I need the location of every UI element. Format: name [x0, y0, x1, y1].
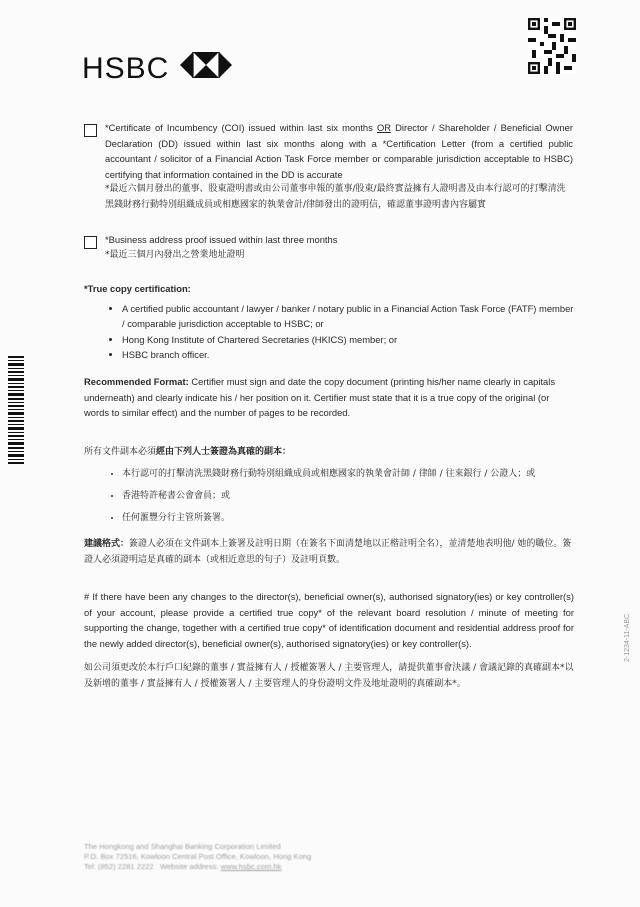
change-notice-section — [84, 589, 574, 651]
zh-recommended-section — [84, 537, 574, 568]
barcode-icon — [8, 356, 24, 464]
hsbc-hexagon-logo-icon — [180, 52, 232, 78]
footer-bank-name: The Hongkong and Shanghai Banking Corporation Limited — [84, 842, 281, 851]
change-notice-en: # If there have been any changes to the director(s), beneficial owner(s), authorised signatory(ies) or key controller(s) of your account, please provide a certified true copy* of the relevant board resolution / minute of meeting for supporting the change, together with a certified true copy* of identification document and residential address proof for the newly added director(s), beneficial owner(s), authorised signatory(ies) or key controller(s). — [84, 591, 574, 649]
zh-recommended-text: 簽證人必須在文件副本上簽署及註明日期（在簽名下面清楚地以正楷註明全名），並清楚地表明他/ 她的職位。簽證人必須證明這是真確的副本（或相近意思的句子）及註明頁數。 — [84, 539, 572, 565]
recommended-format-label: Recommended Format: — [84, 376, 189, 387]
recommended-format-text: Certifier must sign and date the copy document (printing his/her name clearly in capitals underneath) and clearly indicate his / her position on it. Certifier must state that it is a true copy of the original (or words to similar effect) and the number of pages to be recorded. — [84, 376, 556, 418]
list-item: • HSBC branch officer. — [122, 347, 574, 363]
change-notice-zh-section — [84, 661, 574, 692]
zh-certification-section — [84, 445, 574, 529]
list-item: • 本行認可的打擊清洗黑錢財務行動特別組織成員或相應國家的執業會計師 / 律師 / 往來銀行 / 公證人；或 — [122, 463, 574, 485]
qr-code-icon — [528, 18, 576, 74]
incumbency-zh-text: *最近六個月發出的董事、股東證明書或由公司董事申報的董事/股東/最終實益擁有人證明書及由本行認可的打擊清洗黑錢財務行動特別組織成員或相應國家的執業會計/律師發出的證明信，確認董事證明書內容屬實 — [105, 184, 566, 210]
true-copy-heading: *True copy certification: — [84, 283, 191, 294]
checklist-item-address-proof — [105, 232, 573, 263]
change-notice-zh: 如公司須更改於本行戶口紀錄的董事 / 實益擁有人 / 授權簽署人 / 主要管理人，請提供董事會決議 / 會議記錄的真確副本*以及新增的董事 / 實益擁有人 / 授權簽署人 / 主要管理人的身份證明文件及地址證明的真確副本*。 — [84, 663, 574, 689]
footer-contact: Tel: (852) 2281 2222 Website address: www.hsbc.com.hk — [84, 862, 282, 871]
checkbox-certificate-of-incumbency[interactable] — [84, 124, 97, 137]
true-copy-list — [84, 301, 574, 363]
address-proof-en-text: *Business address proof issued within last three months — [105, 234, 338, 245]
hsbc-logo-text: HSBC — [82, 52, 170, 85]
list-item: • 任何滙豐分行主管所簽署。 — [122, 507, 574, 529]
true-copy-section — [84, 281, 574, 363]
list-item: • Hong Kong Institute of Chartered Secretaries (HKICS) member; or — [122, 332, 574, 348]
address-proof-zh-text: *最近三個月內發出之營業地址證明 — [105, 249, 245, 260]
zh-recommended-label: 建議格式： — [84, 539, 130, 549]
zh-certification-intro: 所有文件副本必須經由下列人士簽證為真確的副本： — [84, 447, 292, 457]
zh-certification-list — [84, 463, 574, 529]
footer — [84, 842, 311, 872]
checkbox-business-address-proof[interactable] — [84, 236, 97, 249]
checklist-item-incumbency — [105, 120, 573, 213]
footer-address: P.O. Box 72516, Kowloon Central Post Office, Kowloon, Hong Kong — [84, 852, 312, 861]
incumbency-en-text: *Certificate of Incumbency (COI) issued within last six months OR Director / Shareholder / Beneficial Owner Declaration (DD) issued within last six months along with a *Certification Letter (from a certified public accountant / solicitor of a Financial Action Task Force member or comparable jurisdiction acceptable to HSBC) certifying that information contained in the DD is accurate — [105, 122, 573, 180]
footer-website-link[interactable]: www.hsbc.com.hk — [220, 862, 282, 871]
side-reference-code: 2-1234-11-ABC — [624, 613, 631, 662]
list-item: • 香港特許秘書公會會員；或 — [122, 485, 574, 507]
list-item: • A certified public accountant / lawyer / banker / notary public in a Financial Action Task Force (FATF) member / comparable jurisdiction acceptable to HSBC; or — [122, 301, 574, 332]
recommended-format-section — [84, 374, 574, 421]
